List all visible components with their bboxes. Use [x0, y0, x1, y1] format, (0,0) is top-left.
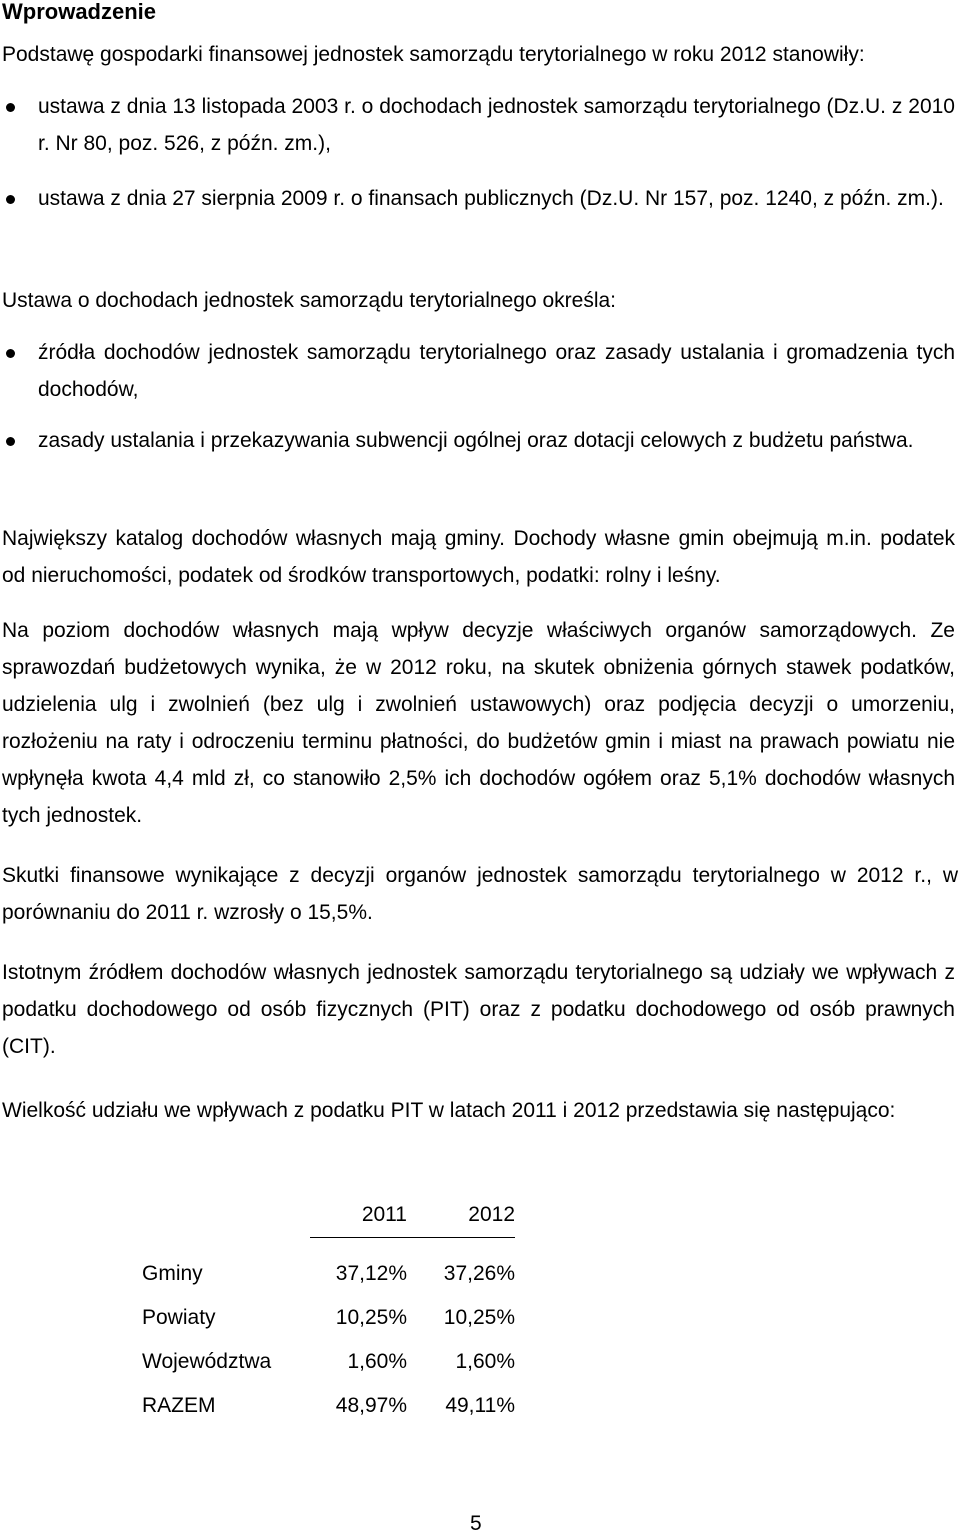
bullet-icon — [6, 437, 15, 446]
list-item-text: ustawa z dnia 27 sierpnia 2009 r. o finansach publicznych (Dz.U. Nr 157, poz. 1240, z późn. zm.). — [38, 187, 944, 210]
cell-2012: 1,60% — [455, 1349, 515, 1373]
bullet-icon — [6, 349, 15, 358]
table-spacer-row — [142, 1238, 515, 1252]
bullet-icon — [6, 103, 15, 112]
sources-paragraph: Istotnym źródłem dochodów własnych jednostek samorządu terytorialnego są udziały we wpływach z podatku dochodowego od osób fizycznych (PIT) oraz z podatku dochodowego od osób prawnych (CIT). — [2, 961, 955, 1058]
section-heading: Wprowadzenie — [2, 0, 157, 24]
cell-2011: 48,97% — [335, 1393, 407, 1417]
table-header-empty — [142, 1195, 310, 1238]
bullet-icon — [6, 195, 15, 204]
row-label: Województwa — [142, 1349, 272, 1373]
cell-2012: 49,11% — [445, 1393, 515, 1417]
table-header-2012: 2012 — [407, 1195, 515, 1238]
cell-2012: 37,26% — [443, 1261, 515, 1285]
row-label: RAZEM — [142, 1393, 216, 1417]
own-income-paragraph: Największy katalog dochodów własnych mają gminy. Dochody własne gmin obejmują m.in. podatek od nieruchomości, podatek od środków transportowych, podatki: rolny i leśny. — [2, 527, 955, 587]
effects-paragraph: Skutki finansowe wynikające z decyzji organów jednostek samorządu terytorialnego w 2012 r., w porównaniu do 2011 r. wzrosły o 15,5%. — [2, 864, 958, 924]
page-number-text: 5 — [470, 1512, 482, 1535]
cell-2012: 10,25% — [443, 1305, 515, 1329]
intro-paragraph: Podstawę gospodarki finansowej jednostek samorządu terytorialnego w roku 2012 stanowiły: — [2, 43, 865, 66]
table-header-2011: 2011 — [310, 1195, 407, 1238]
row-label: Powiaty — [142, 1305, 216, 1329]
table-row — [142, 1384, 515, 1428]
cell-2011: 1,60% — [347, 1349, 407, 1373]
row-label: Gminy — [142, 1261, 203, 1285]
table-row — [142, 1296, 515, 1340]
act-defines-paragraph: Ustawa o dochodach jednostek samorządu terytorialnego określa: — [2, 289, 617, 312]
list-item-text: źródła dochodów jednostek samorządu terytorialnego oraz zasady ustalania i gromadzenia tych dochodów, — [38, 341, 955, 401]
table-row — [142, 1252, 515, 1296]
cell-2011: 37,12% — [335, 1261, 407, 1285]
table-header-row — [142, 1195, 515, 1238]
cell-2011: 10,25% — [335, 1305, 407, 1329]
table-row — [142, 1340, 515, 1384]
pit-share-table — [142, 1195, 515, 1428]
table-intro-paragraph: Wielkość udziału we wpływach z podatku PIT w latach 2011 i 2012 przedstawia się następująco: — [2, 1099, 896, 1122]
list-item-text: zasady ustalania i przekazywania subwencji ogólnej oraz dotacji celowych z budżetu państwa. — [38, 429, 914, 452]
decisions-paragraph: Na poziom dochodów własnych mają wpływ decyzje właściwych organów samorządowych. Ze sprawozdań budżetowych wynika, że w 2012 roku, na skutek obniżenia górnych stawek podatków, udzielenia ulg i zwolnień (bez ulg i zwolnień ustawowych) oraz podjęcia decyzji o umorzeniu, rozłożeniu na raty i odroczeniu terminu płatności, do budżetów gmin i miast na prawach powiatu nie wpłynęła kwota 4,4 mld zł, co stanowiło 2,5% ich dochodów ogółem oraz 5,1% dochodów własnych tych jednostek. — [2, 619, 955, 827]
list-item-text: ustawa z dnia 13 listopada 2003 r. o dochodach jednostek samorządu terytorialnego (Dz.U. z 2010 r. Nr 80, poz. 526, z późn. zm.), — [38, 95, 955, 155]
